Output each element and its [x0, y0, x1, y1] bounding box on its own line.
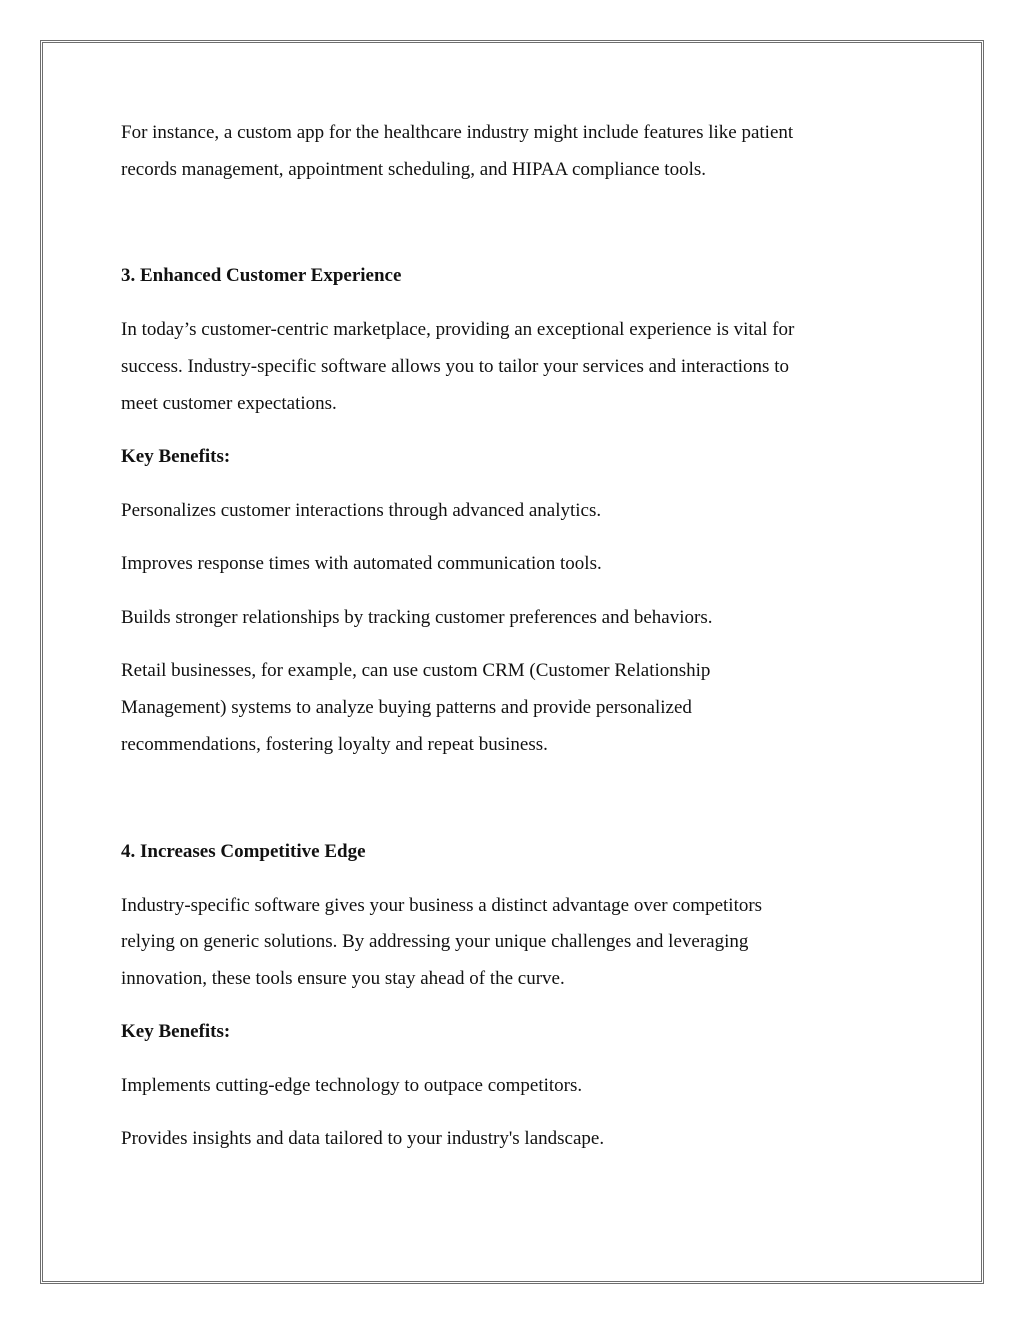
- section-3-example-line: recommendations, fostering loyalty and repeat business.: [121, 734, 548, 755]
- benefit-item: Provides insights and data tailored to your industry's landscape.: [121, 1128, 605, 1149]
- section-4-heading: 4. Increases Competitive Edge: [121, 841, 366, 862]
- section-4-intro-line: innovation, these tools ensure you stay ahead of the curve.: [121, 968, 565, 989]
- section-3-intro-line: meet customer expectations.: [121, 393, 337, 414]
- section-3-heading: 3. Enhanced Customer Experience: [121, 265, 402, 286]
- section-3-example-line: Management) systems to analyze buying patterns and provide personalized: [121, 697, 692, 718]
- section-3-benefits-label: Key Benefits:: [121, 446, 231, 467]
- benefit-item: Improves response times with automated communication tools.: [121, 553, 602, 574]
- section-3-intro-line: In today’s customer-centric marketplace, providing an exceptional experience is vital for: [121, 319, 795, 340]
- section-3-example-line: Retail businesses, for example, can use custom CRM (Customer Relationship: [121, 660, 711, 681]
- intro-line: For instance, a custom app for the healthcare industry might include features like patient: [121, 122, 794, 143]
- intro-line: records management, appointment scheduling, and HIPAA compliance tools.: [121, 159, 707, 180]
- benefit-item: Implements cutting-edge technology to outpace competitors.: [121, 1075, 583, 1096]
- section-4-intro-line: Industry-specific software gives your business a distinct advantage over competitors: [121, 895, 763, 916]
- section-3-intro-line: success. Industry-specific software allows you to tailor your services and interactions to: [121, 356, 789, 377]
- benefit-item: Builds stronger relationships by tracking customer preferences and behaviors.: [121, 607, 713, 628]
- section-4-intro-line: relying on generic solutions. By addressing your unique challenges and leveraging: [121, 931, 749, 952]
- section-4-benefits-label: Key Benefits:: [121, 1021, 231, 1042]
- benefit-item: Personalizes customer interactions through advanced analytics.: [121, 500, 602, 521]
